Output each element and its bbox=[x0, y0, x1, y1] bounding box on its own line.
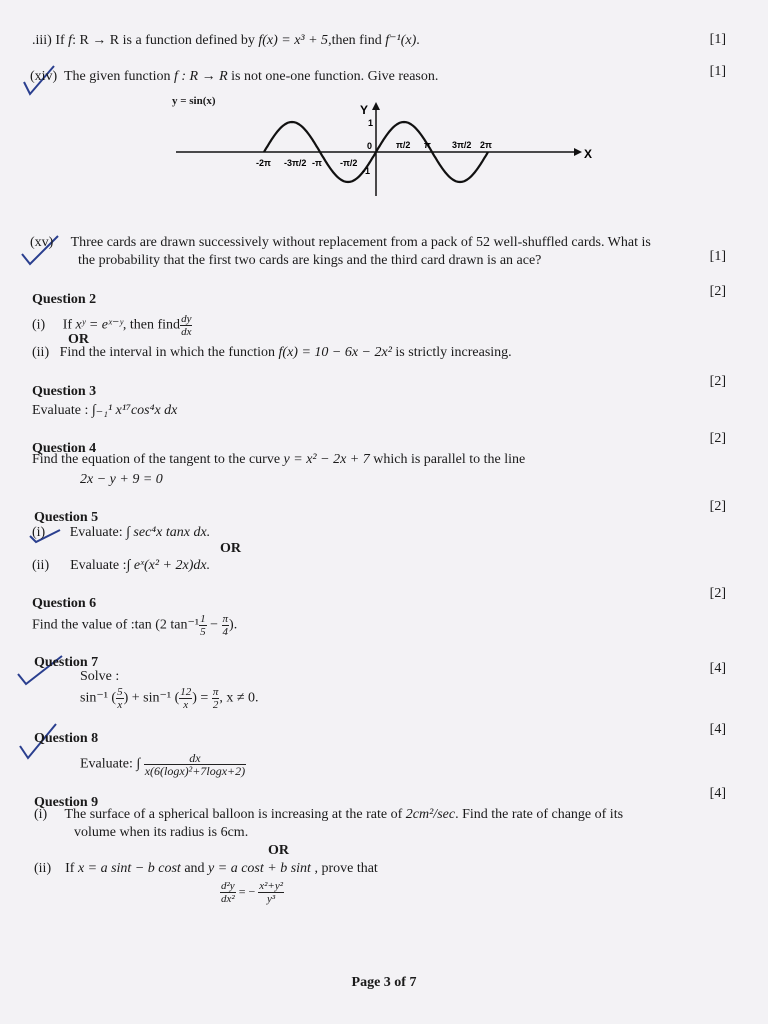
question-6-text: Find the value of :tan (2 tan⁻¹ $\frac{1}{5}$ − $\frac{\pi}{4}$ ). bbox=[32, 613, 238, 638]
question-3-title: Question 3 bbox=[32, 384, 97, 399]
marks-q13: [1] bbox=[709, 32, 726, 47]
question-5-part-i: (i) Evaluate: ∫ sec⁴x tanx dx. bbox=[32, 525, 211, 540]
x-tick-label: 2π bbox=[480, 140, 492, 150]
x-tick-label: π/2 bbox=[396, 140, 411, 150]
question-5-part-ii: (ii) Evaluate :∫ eˣ(x² + 2x)dx. bbox=[32, 558, 211, 573]
x-tick-label: -π/2 bbox=[340, 158, 358, 168]
x-tick-label: -π bbox=[312, 158, 322, 168]
y-axis-label: Y bbox=[360, 103, 369, 117]
question-9-result: $\frac{\text{d²y}}{\text{dx²}}$ = − $\frac{\text{x²+y²}}{\text{y³}}$ bbox=[221, 880, 284, 905]
or-label: OR bbox=[220, 541, 241, 556]
question-13: .iii) If f: R → R is a function defined by f(x) = x³ + 5,then find f⁻¹(x). bbox=[32, 33, 420, 48]
question-4-title: Question 4 bbox=[32, 441, 97, 456]
marks-q14: [1] bbox=[709, 64, 726, 79]
question-9-title: Question 9 bbox=[34, 795, 99, 810]
question-2-part-ii: (ii) Find the interval in which the function f(x) = 10 − 6x − 2x² is strictly increasing. bbox=[32, 345, 512, 360]
question-9-part-ii: (ii) If x = a sint − b cost and y = a cost + b sint , prove that bbox=[34, 861, 378, 876]
y-tick-minus-1: -1 bbox=[362, 166, 371, 176]
marks-q4: [2] bbox=[709, 431, 726, 446]
marks-q7: [4] bbox=[709, 661, 726, 676]
marks-q2: [2] bbox=[709, 284, 726, 299]
question-4-line-1: Find the equation of the tangent to the curve y = x² − 2x + 7 which is parallel to the line bbox=[32, 452, 526, 467]
marks-q5: [2] bbox=[709, 499, 726, 514]
question-8-text: Evaluate: ∫ $\frac{dx}{\text{x(6(logx)²+7logx+2)}}$ bbox=[80, 751, 246, 778]
x-tick-label: -2π bbox=[256, 158, 271, 168]
question-3-text: Evaluate : ∫₋₁¹ x¹⁷cos⁴x dx bbox=[32, 403, 178, 418]
graph-label: y = sin(x) bbox=[172, 95, 216, 107]
x-axis-label: X bbox=[584, 147, 592, 161]
question-9-part-i: (i) The surface of a spherical balloon is increasing at the rate of 2cm²/sec. Find the rate of change of its bbox=[34, 807, 624, 822]
question-5-title: Question 5 bbox=[34, 510, 99, 525]
or-label: OR bbox=[68, 332, 89, 347]
question-4-line-2: 2x − y + 9 = 0 bbox=[80, 472, 163, 487]
question-number: (xiv) bbox=[30, 69, 58, 84]
solve-label: Solve : bbox=[80, 669, 120, 684]
question-number: (xv) bbox=[30, 235, 54, 250]
x-axis-arrow-icon bbox=[574, 148, 582, 156]
question-9-part-i-line-2: volume when its radius is 6cm. bbox=[74, 825, 249, 840]
x-tick-origin: 0 bbox=[367, 141, 373, 151]
page-footer: Page 3 of 7 bbox=[351, 975, 417, 990]
question-15-line-2: the probability that the first two cards are kings and the third card drawn is an ace? bbox=[78, 253, 542, 268]
y-axis-arrow-icon bbox=[372, 102, 380, 110]
x-tick-label: 3π/2 bbox=[452, 140, 472, 150]
x-tick-label: π bbox=[424, 140, 431, 150]
question-7-equation: sin⁻¹ ( $\frac{5}{x}$ ) + sin⁻¹ ( $\frac{12}{x}$ ) = $\frac{\pi}{2}$ , x ≠ 0. bbox=[80, 686, 259, 711]
marks-q8: [4] bbox=[709, 722, 726, 737]
x-tick-label: -3π/2 bbox=[284, 158, 307, 168]
marks-q9: [4] bbox=[709, 786, 726, 801]
question-15: (xv) Three cards are drawn successively without replacement from a pack of 52 well-shuffled cards. What is bbox=[30, 235, 651, 250]
question-6-title: Question 6 bbox=[32, 596, 97, 611]
marks-q6: [2] bbox=[709, 586, 726, 601]
or-label: OR bbox=[268, 843, 289, 858]
question-2-title: Question 2 bbox=[32, 292, 97, 307]
marks-q3: [2] bbox=[709, 374, 726, 389]
marks-q15: [1] bbox=[709, 249, 726, 264]
question-14: (xiv) The given function f : R → R is not one-one function. Give reason. bbox=[30, 69, 439, 84]
question-7-title: Question 7 bbox=[34, 655, 99, 670]
sine-graph bbox=[172, 100, 592, 196]
question-number: .iii) bbox=[32, 33, 52, 48]
question-2-part-i: (i) If xʸ = eˣ⁻ʸ, then find $\frac{dy}{dx}$ bbox=[32, 313, 192, 338]
question-8-title: Question 8 bbox=[34, 731, 99, 746]
y-tick-1: 1 bbox=[368, 118, 374, 128]
